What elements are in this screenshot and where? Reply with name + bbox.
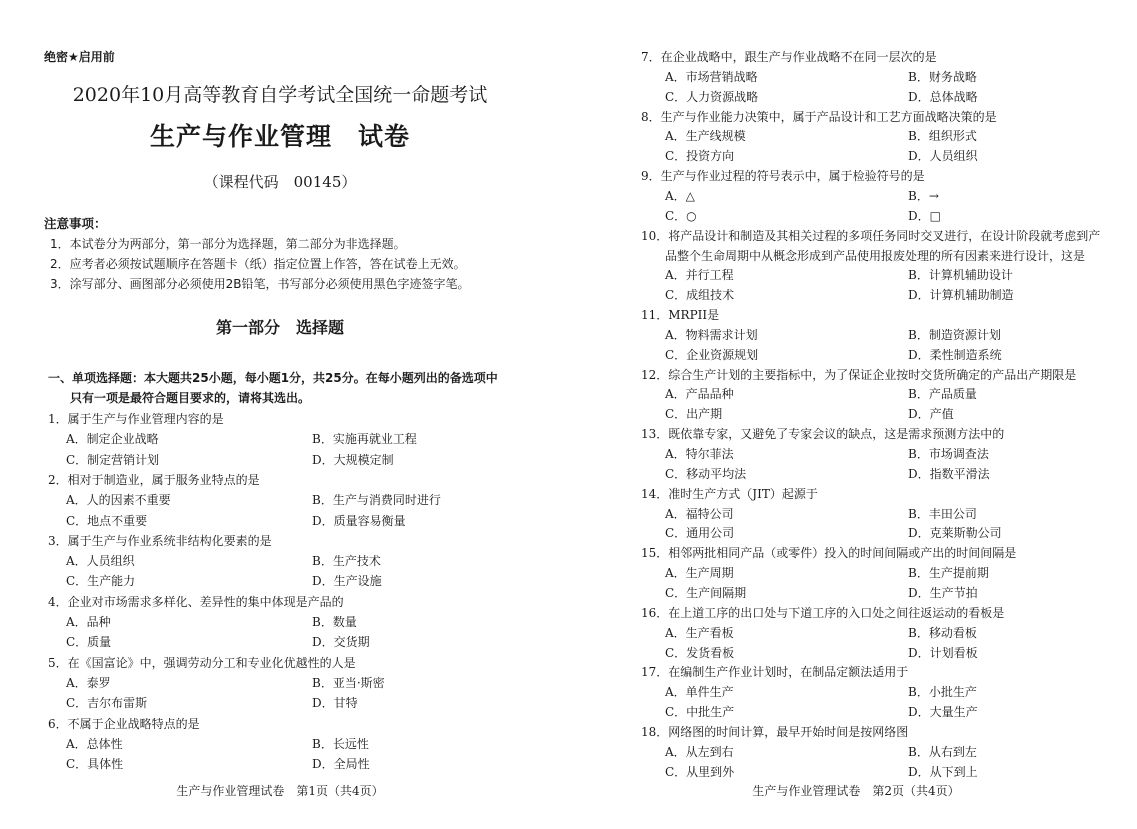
answer-option: C．移动平均法 [665, 466, 747, 481]
answer-option: B．移动看板 [908, 625, 977, 640]
exam-page-1 [0, 0, 560, 829]
answer-option: D．全局性 [312, 757, 370, 772]
question-stem: 14．准时生产方式（JIT）起源于 [641, 486, 818, 501]
answer-option: A．生产周期 [665, 566, 734, 581]
section-instructions: 只有一项是最符合题目要求的，请将其选出。 [70, 391, 311, 405]
question-stem: 18．网络图的时间计算，最早开始时间是按网络图 [641, 724, 909, 739]
answer-option: B．从右到左 [908, 744, 977, 759]
answer-option: D．克莱斯勒公司 [908, 526, 1002, 541]
answer-option: C．生产间隔期 [665, 585, 747, 600]
answer-option: C．通用公司 [665, 526, 735, 541]
question-stem: 17．在编制生产作业计划时，在制品定额法适用于 [641, 665, 909, 680]
answer-option: D．总体战略 [908, 89, 978, 104]
notice-item: 1．本试卷分为两部分，第一部分为选择题，第二部分为非选择题。 [50, 237, 406, 251]
answer-option: D．生产设施 [312, 574, 382, 589]
answer-option: B．财务战略 [908, 69, 977, 84]
answer-option: A．单件生产 [665, 685, 734, 700]
question-stem: 15．相邻两批相同产品（或零件）投入的时间间隔或产出的时间间隔是 [641, 546, 1017, 561]
answer-option: C．具体性 [66, 757, 124, 772]
answer-option: C．投资方向 [665, 149, 735, 164]
question-stem: 12．综合生产计划的主要指标中，为了保证企业按时交货所确定的产品出产期限是 [641, 367, 1077, 382]
course-code: （课程代码 00145） [203, 173, 357, 191]
answer-option: B．小批生产 [908, 685, 977, 700]
question-stem: 4．企业对市场需求多样化、差异性的集中体现是产品的 [48, 594, 344, 609]
question-stem: 9．生产与作业过程的符号表示中，属于检验符号的是 [641, 169, 925, 184]
answer-option: D．生产节拍 [908, 585, 978, 600]
notice-item: 3．涂写部分、画图部分必须使用2B铅笔，书写部分必须使用黑色字迹签字笔。 [50, 277, 470, 291]
answer-option: A．并行工程 [665, 268, 734, 283]
answer-option: A．总体性 [66, 736, 123, 751]
question-stem: 3．属于生产与作业系统非结构化要素的是 [48, 533, 272, 548]
answer-option: B．计算机辅助设计 [908, 268, 1013, 283]
answer-option: A．物料需求计划 [665, 327, 758, 342]
answer-option: C．发货看板 [665, 645, 735, 660]
answer-option: C．制定营销计划 [66, 452, 160, 467]
answer-option: C．中批生产 [665, 705, 735, 720]
section-instructions: 一、单项选择题：本大题共25小题，每小题1分，共25分。在每小题列出的备选项中 [48, 371, 498, 385]
question-stem: 8．生产与作业能力决策中，属于产品设计和工艺方面战略决策的是 [641, 109, 997, 124]
answer-option: D．大量生产 [908, 705, 978, 720]
answer-option: C．生产能力 [66, 574, 136, 589]
question-stem: 10．将产品设计和制造及其相关过程的多项任务同时交叉进行，在设计阶段就考虑到产 [641, 228, 1101, 243]
answer-option: A．人的因素不重要 [66, 493, 171, 508]
answer-option: C．○ [665, 208, 697, 223]
answer-option: B．丰田公司 [908, 506, 977, 521]
question-stem: 1．属于生产与作业管理内容的是 [48, 412, 224, 426]
answer-option: B．生产提前期 [908, 566, 989, 581]
answer-option: D．计算机辅助制造 [908, 288, 1014, 303]
page-footer: 生产与作业管理试卷 第2页（共4页） [752, 784, 960, 798]
answer-option: A．福特公司 [665, 506, 734, 521]
answer-option: B．制造资源计划 [908, 327, 1001, 342]
question-stem: 11．MRPII是 [641, 308, 720, 323]
answer-option: A．泰罗 [66, 675, 111, 690]
answer-option: D．交货期 [312, 635, 370, 650]
answer-option: C．质量 [66, 635, 112, 650]
answer-option: D．质量容易衡量 [312, 513, 406, 528]
subject-title: 生产与作业管理 试卷 [149, 122, 410, 151]
page-footer: 生产与作业管理试卷 第1页（共4页） [176, 784, 384, 798]
answer-option: A．特尔菲法 [665, 447, 734, 461]
question-stem: 2．相对于制造业，属于服务业特点的是 [48, 472, 260, 487]
answer-option: C．成组技术 [665, 288, 735, 303]
answer-option: B．组织形式 [908, 129, 977, 144]
answer-option: B．数量 [312, 615, 357, 629]
answer-option: D．从下到上 [908, 764, 978, 779]
answer-option: B．市场调查法 [908, 447, 989, 461]
answer-option: A．市场营销战略 [665, 69, 758, 84]
answer-option: A．从左到右 [665, 744, 734, 759]
question-stem: 13．既依靠专家，又避免了专家会议的缺点，这是需求预测方法中的 [641, 427, 1005, 442]
answer-option: C．地点不重要 [66, 513, 148, 528]
answer-option: B．生产与消费同时进行 [312, 493, 441, 508]
answer-option: C．吉尔布雷斯 [66, 696, 148, 711]
answer-option: C．从里到外 [665, 764, 735, 779]
question-stem: 7．在企业战略中，跟生产与作业战略不在同一层次的是 [641, 50, 937, 64]
answer-option: B．实施再就业工程 [312, 432, 417, 447]
answer-option: D．□ [908, 208, 941, 223]
answer-option: D．计划看板 [908, 645, 978, 660]
answer-option: D．人员组织 [908, 149, 978, 164]
answer-option: D．甘特 [312, 696, 358, 711]
answer-option: D．产值 [908, 407, 954, 422]
answer-option: D．大规模定制 [312, 452, 394, 467]
answer-option: B．生产技术 [312, 554, 381, 569]
question-stem: 5．在《国富论》中，强调劳动分工和专业化优越性的人是 [48, 655, 356, 670]
question-stem: 品整个生命周期中从概念形成到产品使用报废处理的所有因素来进行设计，这是 [665, 248, 1086, 263]
answer-option: B．→ [908, 188, 939, 203]
exam-page-2 [575, 0, 1137, 829]
answer-option: B．产品质量 [908, 387, 977, 402]
exam-title: 2020年10月高等教育自学考试全国统一命题考试 [72, 84, 488, 106]
answer-option: B．亚当·斯密 [312, 675, 385, 690]
answer-option: A．人员组织 [66, 554, 135, 569]
answer-option: C．人力资源战略 [665, 89, 759, 104]
notice-title: 注意事项： [44, 216, 107, 231]
question-stem: 16．在上道工序的出口处与下道工序的入口处之间往返运动的看板是 [641, 605, 1005, 620]
answer-option: C．出产期 [665, 407, 723, 422]
question-stem: 6．不属于企业战略特点的是 [48, 716, 200, 731]
answer-option: A．制定企业战略 [66, 432, 159, 447]
answer-option: A．△ [665, 188, 695, 203]
answer-option: A．生产看板 [665, 625, 734, 640]
answer-option: C．企业资源规划 [665, 347, 759, 362]
answer-option: A．产品品种 [665, 387, 734, 402]
part-title: 第一部分 选择题 [215, 318, 344, 337]
answer-option: D．指数平滑法 [908, 466, 990, 481]
answer-option: B．长远性 [312, 736, 369, 751]
answer-option: A．生产线规模 [665, 129, 746, 144]
notice-item: 2．应考者必须按试题顺序在答题卡（纸）指定位置上作答，答在试卷上无效。 [50, 257, 466, 271]
answer-option: D．柔性制造系统 [908, 347, 1002, 362]
secret-label: 绝密★启用前 [44, 50, 115, 64]
answer-option: A．品种 [66, 615, 111, 629]
